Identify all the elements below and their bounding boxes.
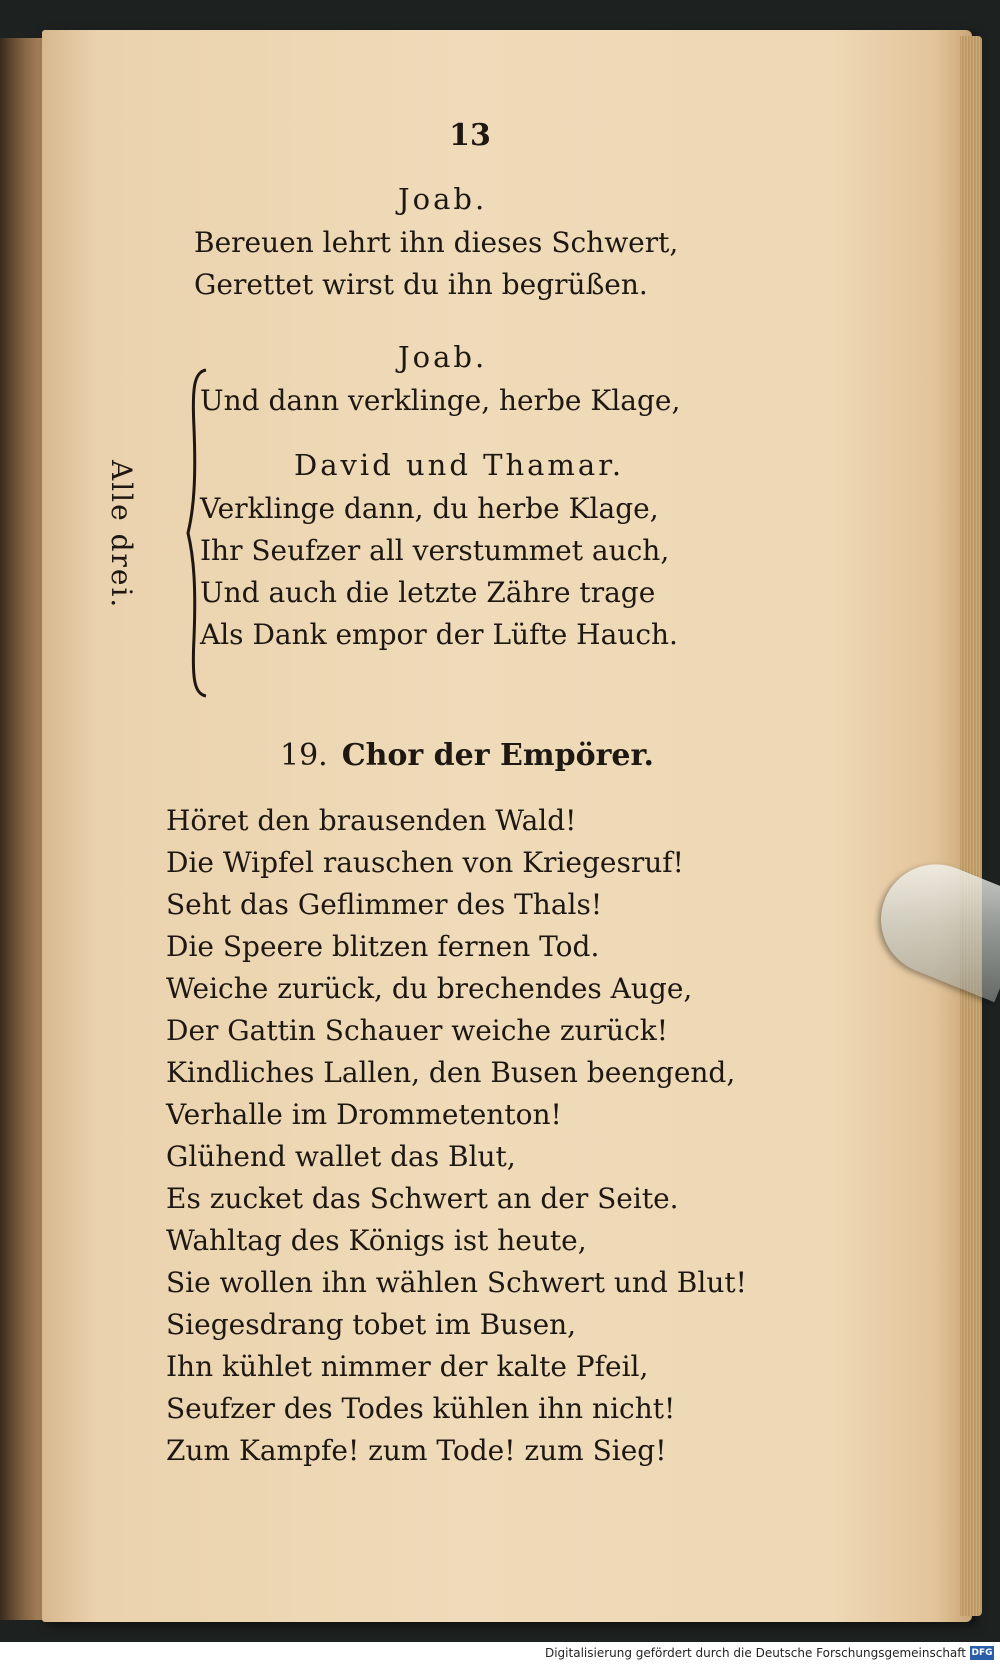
verse-line: Die Wipfel rauschen von Kriegesruf! — [166, 846, 684, 879]
digitization-credit: Digitalisierung gefördert durch die Deutsche Forschungsgemeinschaft — [544, 1646, 966, 1660]
verse-line: Siegesdrang tobet im Busen, — [166, 1308, 577, 1341]
verse-line: Es zucket das Schwert an der Seite. — [166, 1182, 679, 1215]
page-number: 13 — [449, 118, 491, 153]
side-label-alle-drei: Alle drei. — [105, 460, 138, 610]
speaker-joab-1: Joab. — [398, 182, 488, 216]
section-number: 19. — [280, 738, 328, 773]
verse-line: Weiche zurück, du brechendes Auge, — [166, 972, 693, 1005]
speaker-joab-2: Joab. — [398, 340, 488, 374]
verse-line: Ihr Seufzer all verstummet auch, — [200, 534, 670, 567]
verse-line: Wahltag des Königs ist heute, — [166, 1224, 587, 1257]
page-stack-edge — [960, 36, 982, 1616]
verse-line: Seufzer des Todes kühlen ihn nicht! — [166, 1392, 676, 1425]
verse-line: Glühend wallet das Blut, — [166, 1140, 516, 1173]
verse-line: Die Speere blitzen fernen Tod. — [166, 930, 600, 963]
verse-line: Sie wollen ihn wählen Schwert und Blut! — [166, 1266, 747, 1299]
grouping-brace — [186, 368, 210, 698]
verse-line: Höret den brausenden Wald! — [166, 804, 577, 837]
show-through-text — [110, 178, 120, 220]
verse-line: Als Dank empor der Lüfte Hauch. — [200, 618, 678, 651]
verse-line: Bereuen lehrt ihn dieses Schwert, — [194, 226, 679, 259]
verse-line: Und dann verklinge, herbe Klage, — [200, 384, 681, 417]
verse-line: Kindliches Lallen, den Busen beengend, — [166, 1056, 736, 1089]
verse-line: Zum Kampfe! zum Tode! zum Sieg! — [166, 1434, 667, 1467]
speaker-david-thamar: David und Thamar. — [294, 448, 625, 482]
section-heading — [280, 738, 654, 773]
verse-line: Verklinge dann, du herbe Klage, — [200, 492, 659, 525]
verse-line: Ihn kühlet nimmer der kalte Pfeil, — [166, 1350, 649, 1383]
verse-line: Verhalle im Drommetenton! — [166, 1098, 562, 1131]
verse-line: Gerettet wirst du ihn begrüßen. — [194, 268, 648, 301]
section-title: Chor der Empörer. — [341, 738, 654, 773]
dfg-logo: DFG — [971, 1648, 993, 1658]
verse-line: Der Gattin Schauer weiche zurück! — [166, 1014, 669, 1047]
verse-line: Und auch die letzte Zähre trage — [200, 576, 656, 609]
verse-line: Seht das Geflimmer des Thals! — [166, 888, 603, 921]
